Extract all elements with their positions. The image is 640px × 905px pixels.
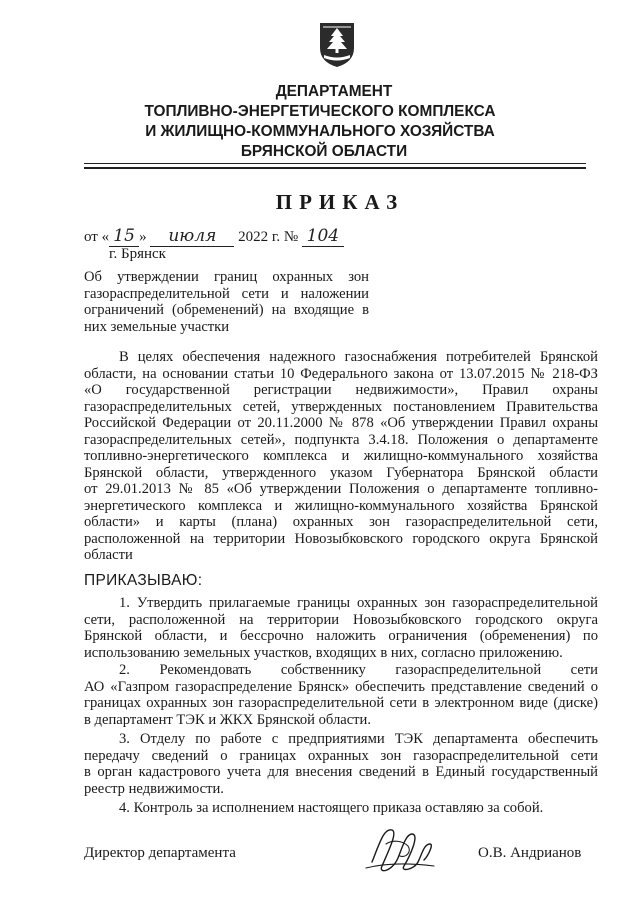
date-quote-close: » xyxy=(139,229,147,245)
header-line-1: ДЕПАРТАМЕНТ xyxy=(275,83,393,100)
item-line: границах охранных зон газораспределительной сети в электронном виде (диске) xyxy=(84,695,598,711)
header-divider-thick xyxy=(84,167,586,169)
item-line: АО «Газпром газораспределение Брянск» обеспечить представление сведений о xyxy=(84,678,598,695)
item-line: 2. Рекомендовать собственнику газораспределительной сети xyxy=(119,662,598,678)
date-year: 2022 г. xyxy=(238,229,281,245)
preamble-line: энергетического комплекса и жилищно-коммунального хозяйства Брянской xyxy=(84,497,598,514)
order-subject xyxy=(84,269,369,335)
subject-line: них земельные участки xyxy=(84,318,230,335)
item-line: 3. Отделу по работе с предприятиями ТЭК департамента обеспечить xyxy=(119,731,598,747)
item-line: использованию земельных участков, входящих в них, согласно приложению. xyxy=(84,644,563,661)
department-header xyxy=(0,82,640,162)
signatory-position: Директор департамента xyxy=(84,845,236,861)
signatory-name: О.В. Андрианов xyxy=(478,845,582,861)
subject-line: газораспределительной сети и наложении xyxy=(84,285,369,302)
handwritten-signature xyxy=(362,822,438,880)
preamble-line: «О государственной регистрации недвижимости», Правил охраны xyxy=(84,382,598,398)
preamble-line: Российской Федерации от 20.11.2000 № 878 «Об утверждении Правил охраны xyxy=(84,415,598,431)
preamble-line: области, на основании статьи 10 Федерального закона от 13.07.2015 № 218-ФЗ xyxy=(84,365,598,382)
document-title: ПРИКАЗ xyxy=(275,190,405,214)
header-line-2: ТОПЛИВНО-ЭНЕРГЕТИЧЕСКОГО КОМПЛЕКСА xyxy=(144,103,496,120)
preamble xyxy=(84,349,598,564)
date-line xyxy=(84,228,344,247)
header-divider-thin xyxy=(84,163,586,164)
preamble-line: Брянской области, утвержденного указом Губернатора Брянской области xyxy=(84,464,598,481)
preamble-line: расположенной на территории Новозыбковского городского округа Брянской xyxy=(84,530,598,547)
header-line-3: И ЖИЛИЩНО-КОММУНАЛЬНОГО ХОЗЯЙСТВА xyxy=(145,123,495,140)
order-item-4 xyxy=(84,800,598,817)
order-item-2 xyxy=(84,662,598,728)
preamble-line: области» и карты (плана) охранных зон газораспределительной сети, xyxy=(84,514,598,530)
subject-line: Об утверждении границ охранных зон xyxy=(84,269,369,285)
header-line-4: БРЯНСКОЙ ОБЛАСТИ xyxy=(240,143,408,160)
item-line: в департамент ТЭК и ЖКХ Брянской области. xyxy=(84,711,372,728)
item-line: в орган кадастрового учета для внесения сведений в Единый государственный xyxy=(84,764,598,780)
order-item-1 xyxy=(84,595,598,661)
preamble-line: топливно-энергетического комплекса и жилищно-коммунального хозяйства xyxy=(84,448,598,464)
preamble-line: газораспределительных сетей, утвержденных постановлением Правительства xyxy=(84,398,598,415)
item-line: передачу сведений о границах охранных зон газораспределительной сети xyxy=(84,747,598,764)
preamble-line: В целях обеспечения надежного газоснабжения потребителей Брянской xyxy=(119,349,598,365)
item-line: 1. Утвердить прилагаемые границы охранных зон газораспределительной xyxy=(119,595,598,611)
date-day: 15 xyxy=(113,226,135,246)
preamble-line: области xyxy=(84,547,133,563)
date-prefix: от « xyxy=(84,229,110,245)
order-word: ПРИКАЗЫВАЮ: xyxy=(84,572,203,589)
order-number: 104 xyxy=(306,226,340,246)
item-line: 4. Контроль за исполнением настоящего приказа оставляю за собой. xyxy=(119,800,544,816)
preamble-line: газораспределительных сетей», подпункта 3.4.18. Положения о департаменте xyxy=(84,431,598,448)
order-item-3 xyxy=(84,731,598,797)
item-line: сети, расположенной на территории Новозыбковского городского округа xyxy=(84,611,598,628)
date-month: июля xyxy=(168,226,217,246)
city: г. Брянск xyxy=(109,246,166,262)
preamble-line: от 29.01.2013 № 85 «Об утверждении Положения о департаменте топливно- xyxy=(84,481,598,497)
item-line: реестр недвижимости. xyxy=(84,780,224,797)
number-label: № xyxy=(283,229,299,245)
item-line: Брянской области, и бессрочно наложить ограничения (обременения) по xyxy=(84,628,598,644)
coat-of-arms-emblem xyxy=(319,22,355,68)
subject-line: ограничений (обременений) на входящие в xyxy=(84,302,369,318)
